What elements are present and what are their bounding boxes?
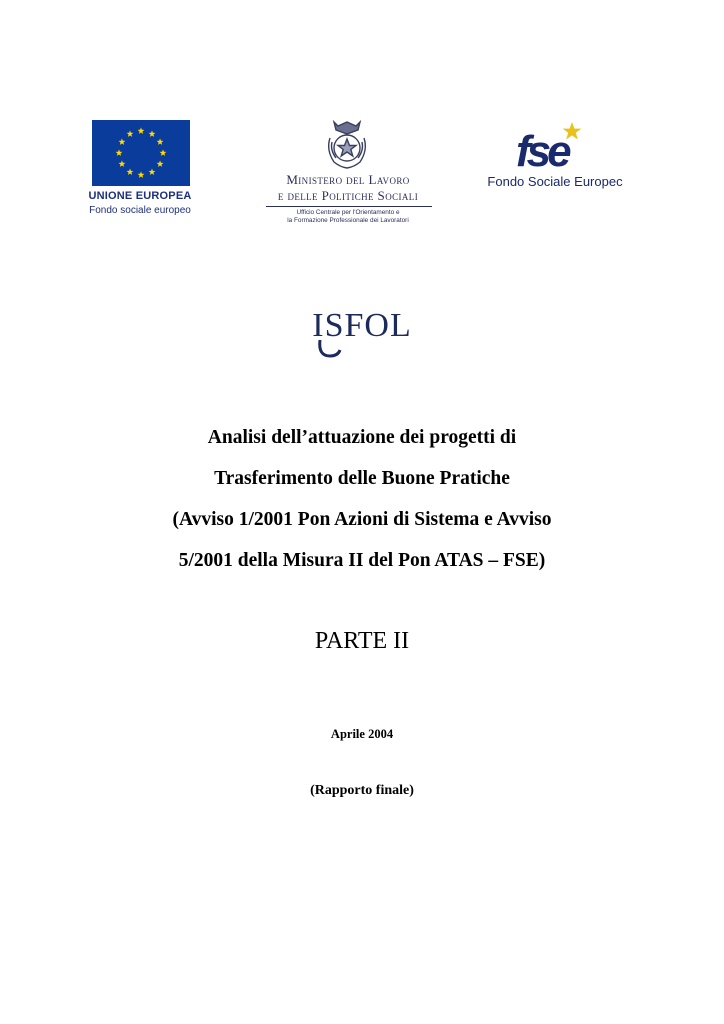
report-type: (Rapporto finale) [310,783,414,798]
fse-mark-text: fse [516,127,568,172]
eu-logo-subtitle: Fondo sociale europeo [89,205,191,216]
isfol-logo-text: ISFOL [312,307,412,344]
fse-logo-caption: Fondo Sociale Europec [487,174,623,189]
ministry-divider [266,206,432,207]
eu-logo-title: UNIONE EUROPEA [88,190,192,202]
document-title-line-4: 5/2001 della Misura II del Pon ATAS – FSE) [178,550,546,571]
document-title-line-3: (Avviso 1/2001 Pon Azioni di Sistema e Avviso [172,509,552,530]
document-title-line-2: Trasferimento delle Buone Pratiche [214,468,510,489]
ministry-name-line2: e delle Politiche Sociali [277,188,419,203]
isfol-logo [300,298,424,360]
fse-logo [470,120,640,200]
part-heading: PARTE II [314,628,410,654]
eu-flag-icon [92,120,190,186]
ministry-logo [262,118,434,228]
ministry-office-line2: la Formazione Professionale dei Lavoratori [287,217,409,224]
ministry-name-line1: Ministero del Lavoro [286,172,410,187]
ministry-office-line1: Ufficio Centrale per l'Orientamento e [296,209,400,216]
document-date: Aprile 2004 [330,727,394,741]
fse-logo-mark [512,120,592,172]
eu-logo [78,120,202,230]
document-title-line-1: Analisi dell’attuazione dei progetti di [207,427,517,448]
italian-emblem-icon [322,118,372,170]
